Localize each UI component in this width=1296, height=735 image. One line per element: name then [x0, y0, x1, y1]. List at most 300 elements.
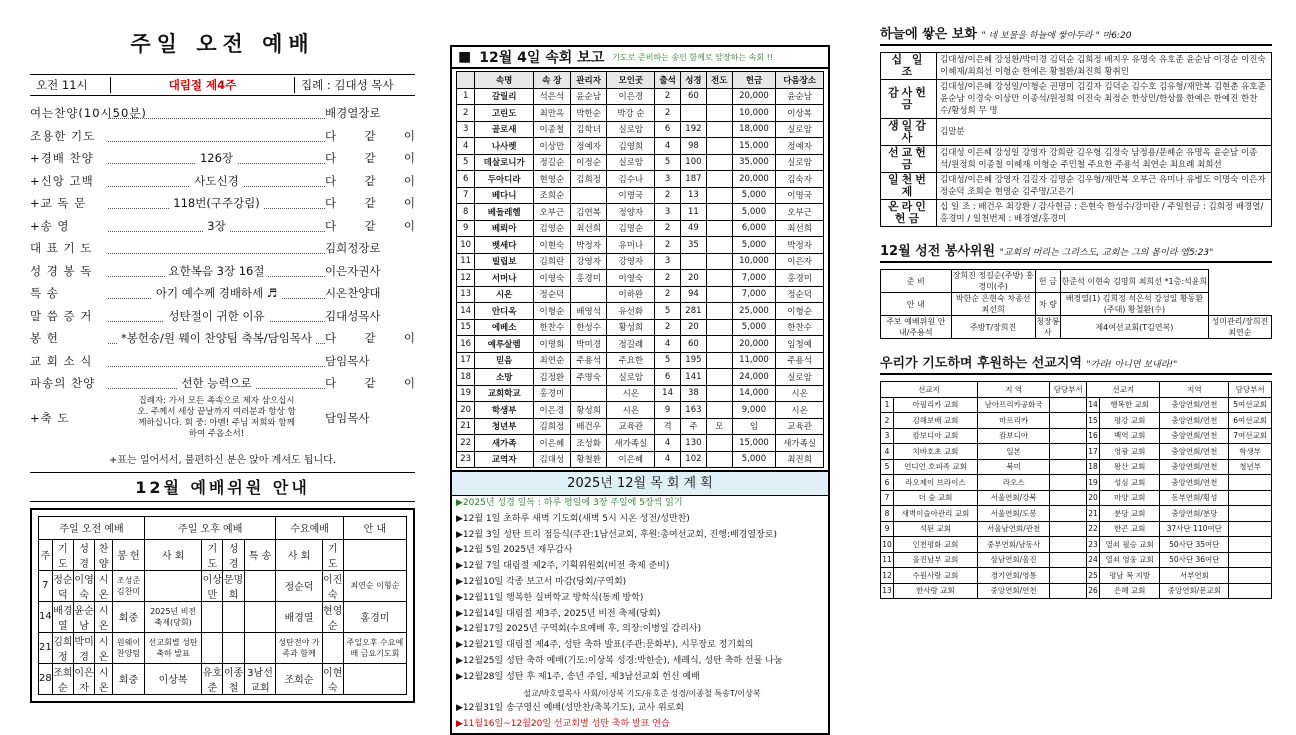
- cell-value: 박한순: [570, 105, 607, 122]
- plan-item: ▶12월17일 2025년 구역회(수요예배 후, 의장:이병일 감리사): [456, 624, 702, 635]
- missions-cell: 충앙연회/연천: [1160, 413, 1229, 429]
- missions-cell: 일본: [978, 444, 1050, 460]
- cell-value: 10: [457, 237, 475, 254]
- cell-value: 서머나: [475, 270, 534, 287]
- duty-cell: 조성준 김찬미: [112, 570, 144, 601]
- missions-cell: [1229, 475, 1272, 491]
- cell-value: 49: [681, 220, 707, 237]
- missions-cell: 8: [881, 506, 894, 522]
- cell-row: [457, 253, 824, 270]
- missions-cell: 라오스: [978, 475, 1050, 491]
- cell-value: 강영자: [570, 253, 607, 270]
- cell-value: 정길순: [533, 154, 570, 171]
- cell-value: 20: [681, 319, 707, 336]
- cell-row: [457, 270, 824, 287]
- missions-cell: 북미: [978, 459, 1050, 475]
- missions-cell: 서울연회/도봉: [978, 506, 1050, 522]
- missions-cell: 충앙연회/연천: [1160, 397, 1229, 413]
- cell-row: [457, 435, 824, 452]
- missions-cell: 평강 교회: [1099, 413, 1159, 429]
- order-leader: 다 같 이: [325, 196, 415, 211]
- cell-value: 19: [457, 385, 475, 402]
- volunteer-row: [881, 270, 1272, 293]
- volunteer-cell: 차 량: [1035, 293, 1060, 316]
- order-item: [108, 107, 325, 119]
- cell-value: [706, 121, 732, 138]
- duty-cell: 회중: [112, 663, 144, 694]
- duty-header: 주일 오후 예배: [145, 516, 276, 539]
- cell-value: 9,000: [732, 402, 776, 419]
- cell-value: 모: [706, 418, 732, 435]
- duty-row: [39, 663, 407, 694]
- cell-value: 17: [457, 352, 475, 369]
- cell-value: 최진희: [776, 451, 824, 468]
- cell-value: 7,000: [732, 270, 776, 287]
- order-label: +경배 찬양: [30, 151, 94, 166]
- missions-cell: 1: [881, 397, 894, 413]
- missions-cell: 3: [881, 428, 894, 444]
- cell-value: 이영숙: [607, 270, 655, 287]
- missions-cell: 행복한 교회: [1099, 397, 1159, 413]
- cell-value: 새가족실: [776, 435, 824, 452]
- order-label: 파송의 찬양: [30, 376, 96, 391]
- cell-value: 실로암: [776, 121, 824, 138]
- cell-value: [570, 187, 607, 204]
- order-label: +축 도: [30, 410, 70, 425]
- cell-value: 오부근: [533, 204, 570, 221]
- cell-value: 한성수: [570, 319, 607, 336]
- cell-value: 최선희: [776, 220, 824, 237]
- duty-cell: 정순덕: [276, 570, 322, 601]
- cell-header: 속 장: [533, 72, 570, 89]
- missions-cell: 25: [1087, 568, 1100, 584]
- cell-value: 5,000: [732, 451, 776, 468]
- cell-header: [457, 72, 475, 89]
- duty-cell: [223, 632, 244, 663]
- cell-value: 6,000: [732, 220, 776, 237]
- offering-row: [881, 53, 1272, 80]
- offering-type: 일천번제: [881, 173, 937, 200]
- service-header: 오전 11시 대림절 제4주 집례 : 김대성 목사: [30, 74, 415, 96]
- order-label: 성 경 봉 독: [30, 263, 93, 278]
- standing-note: +표는 일어서서, 불편하신 분은 앉아 계셔도 됩니다.: [108, 454, 336, 466]
- duty-cell: 7: [39, 570, 53, 601]
- missions-cell: 16: [1087, 428, 1100, 444]
- cell-value: 98: [681, 138, 707, 155]
- sunday-service-page: [30, 10, 415, 700]
- missions-cell: [1229, 490, 1272, 506]
- cell-value: 김영순: [533, 220, 570, 237]
- missions-row: [881, 475, 1272, 491]
- duty-subheader: 사 회: [276, 539, 322, 570]
- cell-value: 21: [457, 418, 475, 435]
- cell-value: 시온: [475, 286, 534, 303]
- duty-subheader: 기 도: [202, 539, 223, 570]
- cell-value: 102: [681, 451, 707, 468]
- missions-cell: 5: [881, 459, 894, 475]
- duty-subheader: 기 도: [322, 539, 343, 570]
- cell-value: 이명국: [776, 187, 824, 204]
- order-content: 선한 능력으로: [177, 376, 255, 390]
- cell-report-table: [456, 71, 824, 468]
- volunteer-cell: 박한순 은현숙 차종선 최선희: [951, 293, 1035, 316]
- missions-cell: 15: [1087, 413, 1100, 429]
- missions-cell: 50사단 35여단: [1160, 537, 1229, 553]
- missions-cell: [1050, 521, 1087, 537]
- plan-item: ▶2025년 성경 일독 : 하루 평일에 3장 주일에 5장씩 읽기: [456, 498, 683, 508]
- plan-item: ▶12월11일 행복한 실버학교 방학식(동계 방학): [456, 592, 644, 603]
- offering-names: 김대성 이은혜 강성일 강영자 강희란 김우형 김정숙 남정용/문혜순 유명옥 윤순남 이종석/원정희 이종철 이혜재 이형순 주민철 주요한 주용석 최연순 최요례 최희선: [937, 146, 1272, 173]
- cell-value: 교회학교: [475, 385, 534, 402]
- cell-value: 고린도: [475, 105, 534, 122]
- duty-cell: 21: [39, 632, 53, 663]
- cell-value: [706, 435, 732, 452]
- cell-value: 9: [655, 402, 681, 419]
- cell-value: 시온: [607, 385, 655, 402]
- order-item: [108, 377, 325, 389]
- order-item: [108, 197, 325, 209]
- volunteer-cell: 주방T/장희진: [951, 316, 1035, 339]
- cell-value: 홍경미: [776, 270, 824, 287]
- missions-cell: 영광 교회: [1099, 444, 1159, 460]
- missions-cell: [1229, 506, 1272, 522]
- cell-value: 20,000: [732, 336, 776, 353]
- duty-cell: 조희순: [52, 663, 73, 694]
- cell-value: 11,000: [732, 352, 776, 369]
- cell-value: 유선화: [607, 303, 655, 320]
- cell-value: [681, 105, 707, 122]
- cell-value: [570, 385, 607, 402]
- cell-value: 김명순: [607, 220, 655, 237]
- order-content: 3장: [203, 219, 229, 233]
- cell-value: 6: [655, 121, 681, 138]
- missions-cell: [1050, 428, 1087, 444]
- missions-cell: 성심 교회: [1099, 475, 1159, 491]
- order-content: 요한복음 3장 16절: [165, 264, 269, 278]
- cell-value: 38: [681, 385, 707, 402]
- cell-value: 김대성: [533, 451, 570, 468]
- cell-value: [706, 402, 732, 419]
- cell-row: [457, 385, 824, 402]
- duty-header: 안 내: [343, 516, 406, 539]
- cell-value: 예루살렘: [475, 336, 534, 353]
- missions-cell: 2: [881, 413, 894, 429]
- cell-row: [457, 187, 824, 204]
- missions-header: 담당부서: [1229, 382, 1272, 398]
- volunteer-cell: 제4여선교회(T김연복): [1061, 316, 1209, 339]
- cell-header: 헌금: [732, 72, 776, 89]
- duty-subheader: 기 도: [52, 539, 73, 570]
- cell-value: [706, 303, 732, 320]
- cell-value: 18,000: [732, 121, 776, 138]
- missions-cell: 7: [881, 490, 894, 506]
- cell-value: 홍경미: [533, 385, 570, 402]
- duty-cell: 윤순남: [73, 601, 94, 632]
- cell-value: 12: [457, 270, 475, 287]
- cell-value: 2: [655, 88, 681, 105]
- cell-value: 임청예: [776, 336, 824, 353]
- order-item: [108, 242, 325, 254]
- cell-value: 2: [655, 105, 681, 122]
- offering-type: 선교헌금: [881, 146, 937, 173]
- cell-row: [457, 319, 824, 336]
- duty-cell: [202, 601, 223, 632]
- cell-row: [457, 402, 824, 419]
- order-item: [108, 355, 325, 367]
- order-content: 집례자: 가서 모든 족속으로 제자 삼으십시오. 주께서 세상 끝날까지 여러분과 항상 함께하십니다. 회 중: 아멘! 주님 저희와 함께하여 주옵소서!: [132, 396, 302, 440]
- missions-row: [881, 568, 1272, 584]
- volunteers-table: [880, 269, 1272, 339]
- duty-cell: 시온: [95, 601, 113, 632]
- cell-value: 실로암: [607, 121, 655, 138]
- cell-value: 조희순: [533, 187, 570, 204]
- missions-cell: 중부연회/남동사: [978, 537, 1050, 553]
- offering-row: [881, 146, 1272, 173]
- cell-value: 김수나: [607, 171, 655, 188]
- cell-value: 6: [655, 369, 681, 386]
- plan-item: ▶12월 7일 대림절 제2주, 기획위원회(비전 축제 준비): [456, 561, 670, 572]
- cell-value: [706, 105, 732, 122]
- duty-cell: 정순덕: [52, 570, 73, 601]
- cell-value: 3: [655, 171, 681, 188]
- cell-value: 격: [655, 418, 681, 435]
- cell-value: 교육관: [776, 418, 824, 435]
- order-row: [30, 327, 415, 350]
- missions-cell: 캄보디아: [978, 428, 1050, 444]
- duty-cell: [244, 632, 276, 663]
- order-content: 성탄절이 귀한 이유: [164, 309, 268, 323]
- offering-type: 감사헌금: [881, 80, 937, 119]
- missions-cell: 6: [881, 475, 894, 491]
- missions-row: [881, 444, 1272, 460]
- order-row: [30, 102, 415, 125]
- cell-value: 에베소: [475, 319, 534, 336]
- cell-value: 25,000: [732, 303, 776, 320]
- missions-cell: 평남 복 지방: [1099, 568, 1159, 584]
- missions-row: [881, 521, 1272, 537]
- missions-cell: 18: [1087, 459, 1100, 475]
- order-label: 특 송: [30, 286, 59, 301]
- cell-value: 2: [655, 187, 681, 204]
- order-item: [108, 130, 325, 142]
- cell-value: 임: [732, 418, 776, 435]
- cell-value: 8: [457, 204, 475, 221]
- missions-cell: [1050, 459, 1087, 475]
- missions-cell: 11: [881, 552, 894, 568]
- cell-value: 3: [655, 253, 681, 270]
- cell-row: [457, 369, 824, 386]
- missions-cell: 캄보디아 교회: [893, 428, 977, 444]
- order-item: [108, 265, 325, 277]
- duty-cell: 이영숙: [73, 570, 94, 601]
- duty-row: [39, 632, 407, 663]
- cell-value: 20: [457, 402, 475, 419]
- cell-value: 김학녀: [570, 121, 607, 138]
- volunteer-cell: 장희진 정길순(주방) 홍경미(주): [952, 271, 1034, 291]
- cell-value: 5: [655, 154, 681, 171]
- offering-type: 생일감사: [881, 119, 937, 146]
- offering-names: 김대성/이은혜 강영자 김길자 김명순 김우형/재만복 오부근 유미나 유병도 이명숙 이은자 정순덕 조희순 현명순 김주명/고은기: [937, 173, 1272, 200]
- offering-table: [880, 52, 1272, 227]
- missions-cell: 6여선교회: [1229, 413, 1272, 429]
- cell-value: 9: [457, 220, 475, 237]
- missions-cell: 20: [1087, 490, 1100, 506]
- cell-value: 조성화: [570, 435, 607, 452]
- duty-row: [39, 601, 407, 632]
- cell-value: 20,000: [732, 171, 776, 188]
- plan-item: ▶12월 5일 2025년 재무감사: [456, 545, 573, 556]
- cell-value: 7: [457, 187, 475, 204]
- duty-cell: [223, 601, 244, 632]
- cell-row: [457, 154, 824, 171]
- order-content: 사도신경: [190, 174, 242, 188]
- cell-value: 시온: [607, 402, 655, 419]
- duty-cell: 문명희: [223, 570, 244, 601]
- duty-subheader: 찬 양: [95, 539, 113, 570]
- cell-value: 믿음: [475, 352, 534, 369]
- cell-value: 3: [655, 204, 681, 221]
- cell-value: [706, 352, 732, 369]
- plan-item: ▶12월28일 성탄 후 제1주, 송년 주일, 제3남선교회 헌신 예배: [456, 671, 700, 682]
- cell-value: 박미경: [570, 336, 607, 353]
- cell-value: 13: [457, 286, 475, 303]
- missions-row: [881, 459, 1272, 475]
- cell-value: 오부근: [776, 204, 824, 221]
- order-leader: 다 같 이: [325, 128, 415, 143]
- volunteer-cell: 안 내: [881, 293, 952, 316]
- cell-value: 김희정: [533, 418, 570, 435]
- missions-cell: 9: [881, 521, 894, 537]
- missions-row: [881, 428, 1272, 444]
- cell-value: 141: [681, 369, 707, 386]
- duty-cell: 최연순 이형순: [343, 570, 406, 601]
- cell-value: 16: [457, 336, 475, 353]
- cell-value: 황철환: [570, 451, 607, 468]
- offering-names: 십 일 조 : 배건우 최강환 / 감사헌금 : 은현숙 한성수/강미란 / 주일헌금 : 김희정 배경열/홍경미 / 일천번제 : 배경열/홍경미: [937, 200, 1272, 227]
- order-leader: 다 같 이: [325, 218, 415, 233]
- missions-row: [881, 490, 1272, 506]
- cell-value: 청년부: [475, 418, 534, 435]
- cell-value: 10,000: [732, 105, 776, 122]
- cell-value: 골로새: [475, 121, 534, 138]
- cell-value: 벳세다: [475, 237, 534, 254]
- order-label: 말 씀 증 거: [30, 308, 93, 323]
- missions-cell: 충앙연회/분당: [1160, 506, 1229, 522]
- duty-cell: 원웨이 찬양팀: [112, 632, 144, 663]
- missions-cell: [1050, 397, 1087, 413]
- cell-value: 실로암: [607, 369, 655, 386]
- cell-value: [706, 286, 732, 303]
- duty-cell: 회중: [112, 601, 144, 632]
- order-leader: 이은자권사: [325, 263, 381, 278]
- missions-cell: 백역 교회: [1099, 428, 1159, 444]
- cell-value: 주용석: [776, 352, 824, 369]
- cell-value: 11: [681, 204, 707, 221]
- order-content: *봉헌송/원 웨이 찬양팀 축복/담임목사: [117, 331, 316, 345]
- volunteer-cell: 배경열(1) 김희정 석은석 강성일 황동환(주대) 황철환(수): [1061, 293, 1209, 316]
- offering-page: [880, 10, 1272, 690]
- cell-value: [706, 336, 732, 353]
- order-label: +신앙 고백: [30, 173, 94, 188]
- cell-header: 다음장소: [776, 72, 824, 89]
- missions-cell: 학생부: [1229, 444, 1272, 460]
- cell-value: 한찬수: [533, 319, 570, 336]
- order-label: 조용한 기도: [30, 128, 96, 143]
- cell-value: 이은혜: [607, 451, 655, 468]
- volunteer-cell: 주보 예배위원 안내/주용석: [881, 316, 952, 339]
- missions-cell: [1229, 583, 1272, 599]
- order-content: 아기 예수께 경배하세 ♬: [152, 286, 281, 300]
- cell-value: 130: [681, 435, 707, 452]
- cell-value: 이은자: [776, 253, 824, 270]
- cell-value: 6: [457, 171, 475, 188]
- duty-subheader: 사 회: [145, 539, 202, 570]
- missions-row: [881, 552, 1272, 568]
- order-label: +송 영: [30, 218, 70, 233]
- missions-cell: 경기연회/영통: [978, 568, 1050, 584]
- cell-value: 이상만: [533, 138, 570, 155]
- cell-row: [457, 451, 824, 468]
- cell-value: 주요한: [607, 352, 655, 369]
- order-row: [30, 395, 415, 441]
- order-item: [108, 287, 325, 299]
- cell-row: [457, 121, 824, 138]
- duty-header: 주일 오전 예배: [39, 516, 145, 539]
- order-leader: 담임목사: [325, 410, 370, 425]
- cell-value: 교역자: [475, 451, 534, 468]
- missions-cell: 37사단 110여단: [1160, 521, 1229, 537]
- missions-cell: 충앙연회/연천: [1160, 475, 1229, 491]
- cell-value: 윤순남: [776, 88, 824, 105]
- cell-header: 모인곳: [607, 72, 655, 89]
- missions-cell: [1050, 568, 1087, 584]
- cell-value: [706, 253, 732, 270]
- missions-cell: 청년부: [1229, 459, 1272, 475]
- cell-value: 281: [681, 303, 707, 320]
- order-item: [108, 396, 325, 440]
- missions-cell: 5여선교회: [1229, 397, 1272, 413]
- duty-subheader: 주: [39, 539, 53, 570]
- cell-value: 두아디라: [475, 171, 534, 188]
- cell-value: 22: [457, 435, 475, 452]
- cell-value: 24,000: [732, 369, 776, 386]
- cell-value: 7,000: [732, 286, 776, 303]
- duty-cell: 이진숙: [322, 570, 343, 601]
- cell-value: 4: [655, 451, 681, 468]
- missions-cell: 17: [1087, 444, 1100, 460]
- volunteer-cell: 성미관리/장희진 최연순: [1208, 316, 1271, 339]
- cell-value: 홍경미: [570, 270, 607, 287]
- cell-value: 배영석: [570, 303, 607, 320]
- cell-value: 이명국: [607, 187, 655, 204]
- cell-value: 10,000: [732, 253, 776, 270]
- cell-header: 관리자: [570, 72, 607, 89]
- missions-cell: [1050, 537, 1087, 553]
- cell-value: 황성희: [607, 319, 655, 336]
- cell-value: 13: [681, 187, 707, 204]
- worship-order: [30, 102, 415, 441]
- order-leader: 다 같 이: [325, 151, 415, 166]
- missions-cell: 더 숲 교회: [893, 490, 977, 506]
- cell-value: 윤순남: [570, 88, 607, 105]
- cell-value: 5: [655, 352, 681, 369]
- cell-value: 갈릴리: [475, 88, 534, 105]
- duty-table: [38, 516, 407, 695]
- cell-value: 실로암: [776, 154, 824, 171]
- missions-cell: 왕산 교회: [1099, 459, 1159, 475]
- cell-value: 학생부: [475, 402, 534, 419]
- cell-value: 정길례: [607, 336, 655, 353]
